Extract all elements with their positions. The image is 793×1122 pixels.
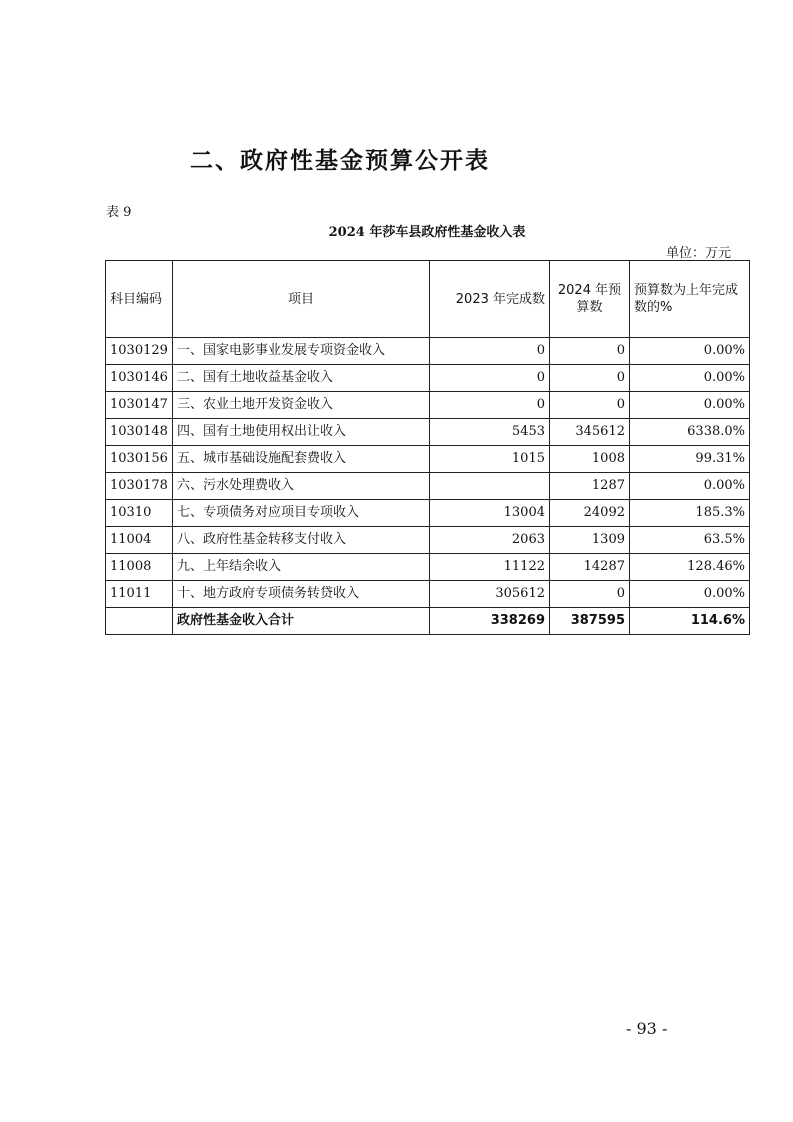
cell-ratio: 0.00% (630, 473, 750, 500)
table-row (106, 527, 750, 554)
cell-prev: 0 (430, 365, 550, 392)
table-row (106, 581, 750, 608)
table-row (106, 446, 750, 473)
cell-code: 1030129 (106, 338, 173, 365)
table-header-row (106, 261, 750, 338)
cell-name: 九、上年结余收入 (173, 554, 430, 581)
table-row (106, 365, 750, 392)
table-number: 表 9 (106, 205, 132, 220)
total-budget: 387595 (550, 608, 630, 635)
cell-code: 1030146 (106, 365, 173, 392)
table-row (106, 554, 750, 581)
cell-ratio: 0.00% (630, 392, 750, 419)
page-heading: 二、政府性基金预算公开表 (190, 148, 490, 174)
table-row (106, 392, 750, 419)
cell-prev: 0 (430, 338, 550, 365)
cell-code: 1030148 (106, 419, 173, 446)
table-row (106, 473, 750, 500)
cell-code: 11011 (106, 581, 173, 608)
table-row (106, 338, 750, 365)
cell-prev (430, 473, 550, 500)
table-caption: 2024 年莎车县政府性基金收入表 (328, 225, 526, 240)
cell-prev: 1015 (430, 446, 550, 473)
cell-code: 10310 (106, 500, 173, 527)
cell-code: 1030178 (106, 473, 173, 500)
cell-prev: 0 (430, 392, 550, 419)
cell-budget: 345612 (550, 419, 630, 446)
cell-ratio: 63.5% (630, 527, 750, 554)
total-prev: 338269 (430, 608, 550, 635)
table-row (106, 500, 750, 527)
cell-budget: 1008 (550, 446, 630, 473)
cell-ratio: 0.00% (630, 365, 750, 392)
cell-prev: 11122 (430, 554, 550, 581)
cell-name: 六、污水处理费收入 (173, 473, 430, 500)
cell-name: 二、国有土地收益基金收入 (173, 365, 430, 392)
cell-prev: 305612 (430, 581, 550, 608)
cell-budget: 0 (550, 392, 630, 419)
total-row (106, 608, 750, 635)
page-number: - 93 - (626, 1019, 668, 1038)
cell-ratio: 0.00% (630, 581, 750, 608)
cell-code: 1030147 (106, 392, 173, 419)
cell-code: 11008 (106, 554, 173, 581)
unit-label: 单位：万元 (665, 246, 731, 261)
cell-name: 四、国有土地使用权出让收入 (173, 419, 430, 446)
cell-ratio: 185.3% (630, 500, 750, 527)
cell-ratio: 99.31% (630, 446, 750, 473)
cell-budget: 1309 (550, 527, 630, 554)
cell-name: 一、国家电影事业发展专项资金收入 (173, 338, 430, 365)
fund-revenue-table (105, 260, 750, 635)
cell-name: 三、农业土地开发资金收入 (173, 392, 430, 419)
table-row (106, 419, 750, 446)
cell-budget: 1287 (550, 473, 630, 500)
cell-budget: 0 (550, 338, 630, 365)
total-code (106, 608, 173, 635)
cell-ratio: 0.00% (630, 338, 750, 365)
header-prev: 2023 年完成数 (430, 261, 550, 338)
header-code: 科目编码 (106, 261, 173, 338)
header-budget: 2024 年预算数 (550, 261, 630, 338)
cell-ratio: 128.46% (630, 554, 750, 581)
cell-code: 1030156 (106, 446, 173, 473)
cell-name: 七、专项债务对应项目专项收入 (173, 500, 430, 527)
cell-code: 11004 (106, 527, 173, 554)
header-ratio: 预算数为上年完成数的% (630, 261, 750, 338)
total-ratio: 114.6% (630, 608, 750, 635)
cell-prev: 2063 (430, 527, 550, 554)
header-name: 项目 (173, 261, 430, 338)
cell-budget: 0 (550, 581, 630, 608)
cell-budget: 0 (550, 365, 630, 392)
cell-name: 十、地方政府专项债务转贷收入 (173, 581, 430, 608)
cell-budget: 24092 (550, 500, 630, 527)
total-name: 政府性基金收入合计 (173, 608, 430, 635)
cell-name: 五、城市基础设施配套费收入 (173, 446, 430, 473)
cell-budget: 14287 (550, 554, 630, 581)
cell-prev: 5453 (430, 419, 550, 446)
cell-name: 八、政府性基金转移支付收入 (173, 527, 430, 554)
cell-ratio: 6338.0% (630, 419, 750, 446)
cell-prev: 13004 (430, 500, 550, 527)
